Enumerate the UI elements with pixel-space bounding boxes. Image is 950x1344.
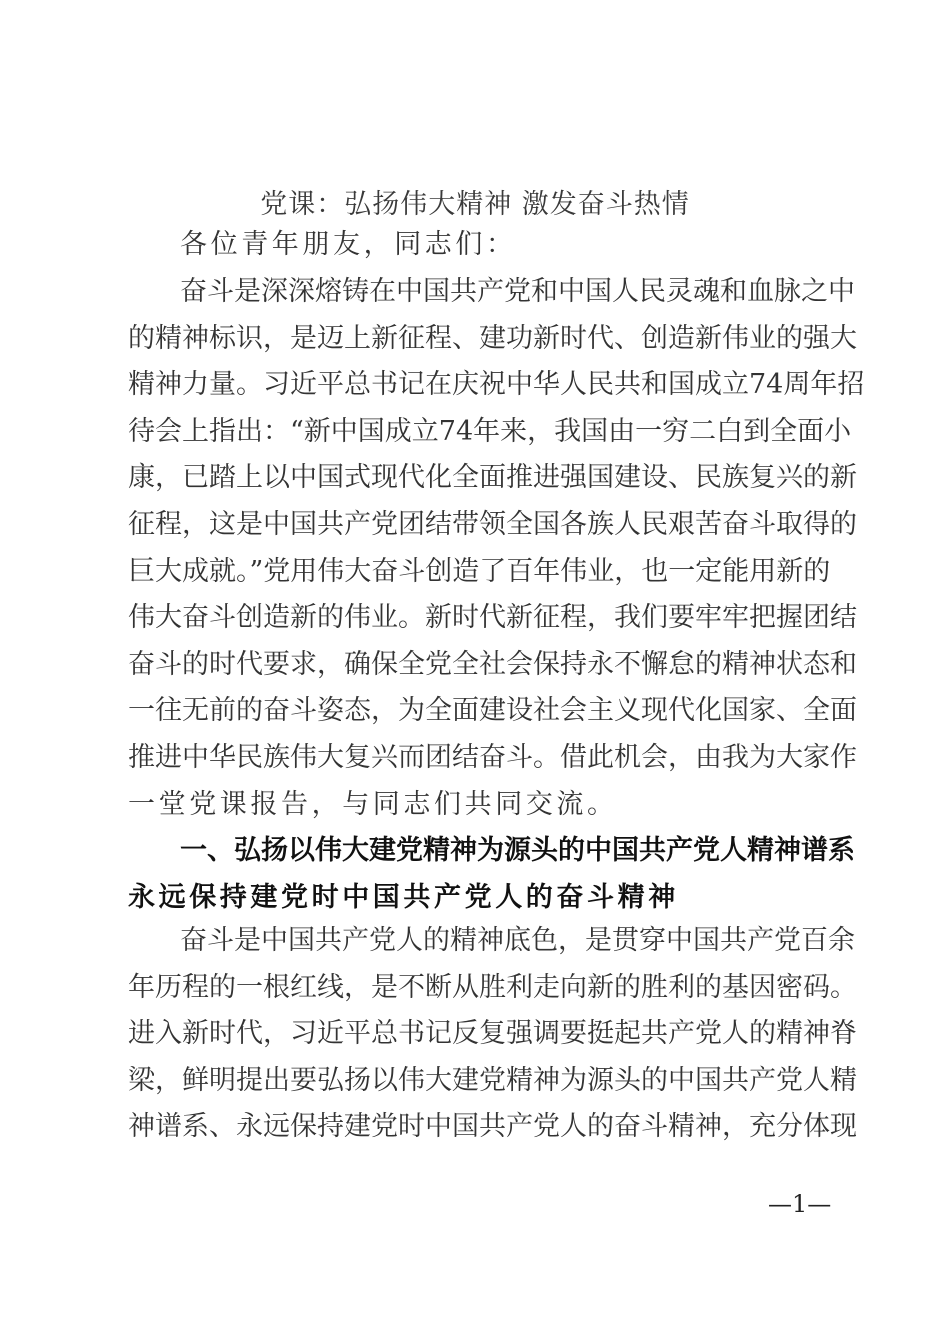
text-line: 一、弘扬以伟大建党精神为源头的中国共产党人精神谱系: [180, 835, 855, 866]
text-line: 征程，这是中国共产党团结带领全国各族人民艰苦奋斗取得的: [128, 508, 857, 540]
greeting-block: [128, 222, 830, 269]
text-line: 的精神标识，是迈上新征程、建功新时代、创造新伟业的强大: [128, 322, 857, 354]
text-line: 伟大奋斗创造新的伟业。新时代新征程，我们要牢牢把握团结: [128, 602, 857, 634]
text-line: 进入新时代，习近平总书记反复强调要挺起共产党人的精神脊: [128, 1018, 857, 1050]
text-line: 巨大成就。”党用伟大奋斗创造了百年伟业，也一定能用新的: [128, 555, 831, 587]
paragraph-intro: [128, 269, 865, 828]
text-line: 待会上指出：“新中国成立74年来，我国由一穷二白到全面小: [128, 415, 852, 447]
page-number: —1—: [768, 1190, 832, 1218]
text-line: 年历程的一根红线，是不断从胜利走向新的胜利的基因密码。: [128, 971, 857, 1003]
paragraph-section-1: [128, 918, 857, 1151]
greeting: 各位青年朋友，同志们：: [180, 229, 517, 260]
section-heading-1: [128, 828, 855, 921]
text-line: 推进中华民族伟大复兴而团结奋斗。借此机会，由我为大家作: [128, 741, 857, 773]
text-line: 一往无前的奋斗姿态，为全面建设社会主义现代化国家、全面: [128, 695, 857, 727]
text-line: 精神力量。习近平总书记在庆祝中华人民共和国成立74周年招: [128, 369, 865, 401]
text-line: 神谱系、永远保持建党时中国共产党人的奋斗精神，充分体现: [128, 1111, 857, 1143]
document-title: 党课：弘扬伟大精神 激发奋斗热情: [260, 189, 690, 220]
text-line: 奋斗的时代要求，确保全党全社会保持永不懈怠的精神状态和: [128, 648, 857, 680]
text-line: 梁，鲜明提出要弘扬以伟大建党精神为源头的中国共产党人精: [128, 1064, 857, 1096]
text-line: 奋斗是深深熔铸在中国共产党和中国人民灵魂和血脉之中: [180, 276, 855, 307]
text-line: 永远保持建党时中国共产党人的奋斗精神: [128, 881, 679, 913]
text-line: 一堂党课报告，与同志们共同交流。: [128, 788, 618, 820]
text-line: 奋斗是中国共产党人的精神底色，是贯穿中国共产党百余: [180, 925, 855, 956]
text-line: 康，已踏上以中国式现代化全面推进强国建设、民族复兴的新: [128, 462, 857, 494]
